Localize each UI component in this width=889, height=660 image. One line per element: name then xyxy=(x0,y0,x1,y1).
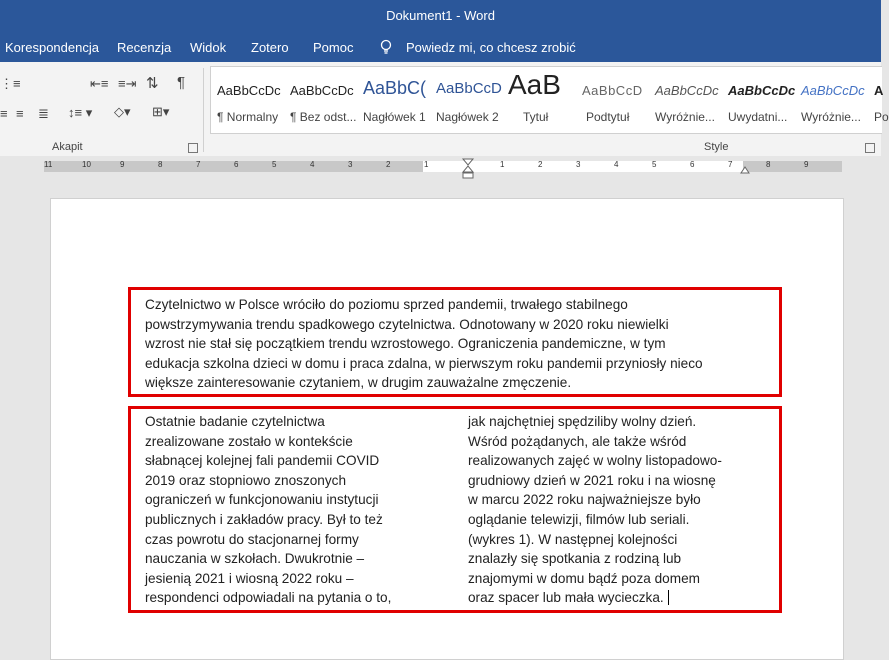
text-line: 2019 oraz stopniowo znoszonych xyxy=(145,472,347,488)
text-line: grudniowy dzień w 2021 roku i na wiosnę xyxy=(468,472,716,488)
style-naglowek-1[interactable] xyxy=(357,67,429,133)
numbering-list-icon[interactable]: ⋮≡ xyxy=(0,76,21,91)
group-separator xyxy=(203,68,204,152)
window-title: Dokument1 - Word xyxy=(386,8,495,23)
style-partial[interactable] xyxy=(868,67,889,133)
text-line: (wykres 1). W następnej kolejności xyxy=(468,531,678,547)
style-sample: AaBbCcD xyxy=(582,83,643,98)
style-name: ¶ Normalny xyxy=(217,110,279,124)
text-line: Ostatnie badanie czytelnictwa xyxy=(145,414,325,429)
text-line: słabnącej kolejnej fali pandemii COVID xyxy=(145,453,380,469)
style-name: Wyróżnie... xyxy=(655,110,715,124)
tab-korespondencja[interactable]: Korespondencja xyxy=(5,40,99,55)
text-line: publicznych i zakładów pracy. Był to też xyxy=(145,511,383,527)
style-normalny[interactable] xyxy=(211,67,283,133)
ruler-number: 8 xyxy=(766,160,771,169)
style-sample: AaBbCcDc xyxy=(290,83,354,98)
paragraph-intro[interactable] xyxy=(145,295,703,393)
text-line: większe zainteresowanie czytaniem, w drugim zauważalne zmęczenie. xyxy=(145,375,572,391)
shading-icon[interactable]: ◇▾ xyxy=(114,104,131,119)
decrease-indent-icon[interactable]: ⇤≡ xyxy=(90,76,109,91)
text-line: edukacja szkolna dzieci w domu i praca zdalna, w pierwszym roku pandemii przyniosły nieco xyxy=(145,355,703,371)
styles-group-label: Style xyxy=(704,141,729,153)
tab-recenzja[interactable]: Recenzja xyxy=(117,40,172,55)
ruler-number: 8 xyxy=(158,160,163,169)
align-center-icon[interactable]: ≡ xyxy=(0,106,8,121)
ribbon-tabs xyxy=(0,34,881,62)
align-right-icon[interactable]: ≡ xyxy=(16,106,24,121)
ruler-number: 2 xyxy=(386,160,391,169)
style-name: Podtytuł xyxy=(586,110,630,124)
style-sample: AaBbCcDc xyxy=(728,83,796,98)
text-line: czas powrotu do stacjonarnej formy xyxy=(145,531,359,547)
text-line: powstrzymywania trendu spadkowego czytelnictwa. Odnotowany w 2020 roku niewielki xyxy=(145,316,669,332)
pilcrow-icon[interactable]: ¶ xyxy=(177,74,186,91)
tab-pomoc[interactable]: Pomoc xyxy=(313,40,354,55)
ruler-number: 11 xyxy=(44,160,53,169)
ruler-number: 10 xyxy=(82,160,91,169)
justify-icon[interactable]: ≣ xyxy=(38,106,49,121)
style-tytul[interactable] xyxy=(503,67,575,133)
ruler-number: 9 xyxy=(804,160,809,169)
ruler-number: 7 xyxy=(728,160,733,169)
tell-me-search[interactable]: Powiedz mi, co chcesz zrobić xyxy=(406,40,576,55)
right-indent-marker-icon[interactable] xyxy=(740,164,750,174)
tab-zotero[interactable]: Zotero xyxy=(251,40,289,55)
style-name: Nagłówek 1 xyxy=(363,110,426,124)
text-line: zrealizowane zostało w kontekście xyxy=(145,433,353,449)
style-name: Wyróżnie... xyxy=(801,110,861,124)
column-left[interactable] xyxy=(145,412,391,608)
text-line: wzrost nie stał się początkiem trendu wzrostowego. Ograniczenia pandemiczne, w tym xyxy=(145,336,666,352)
style-bez-odstepow[interactable] xyxy=(284,67,356,133)
style-sample: AaBbC( xyxy=(363,78,427,98)
style-name: Tytuł xyxy=(523,110,549,124)
style-name: Uwydatni... xyxy=(728,110,788,124)
style-name: ¶ Bez odst... xyxy=(290,110,357,124)
ruler-number: 7 xyxy=(196,160,201,169)
text-line: w marcu 2022 roku najważniejsze było xyxy=(468,492,701,508)
style-sample: AaBbCcD xyxy=(436,80,502,97)
column-right[interactable] xyxy=(468,412,722,608)
style-uwydatnienie[interactable] xyxy=(722,67,794,133)
text-line: znajomymi w domu bądź poza domem xyxy=(468,570,700,586)
lightbulb-icon[interactable] xyxy=(380,39,392,55)
text-line: Wśród pożądanych, ale także wśród xyxy=(468,433,687,449)
text-line: oglądanie telewizji, filmów lub seriali. xyxy=(468,511,690,527)
style-sample: AaBbCcDc xyxy=(801,83,865,98)
ruler-number: 1 xyxy=(424,160,429,169)
styles-gallery xyxy=(210,66,889,134)
style-name: Po xyxy=(874,110,889,124)
increase-indent-icon[interactable]: ≡⇥ xyxy=(118,76,137,91)
text-line: nauczania w szkołach. Dwukrotnie – xyxy=(145,551,365,567)
ruler-number: 6 xyxy=(234,160,239,169)
sort-icon[interactable]: ⇅ xyxy=(146,75,159,92)
ruler-number: 4 xyxy=(614,160,619,169)
style-podtytul[interactable] xyxy=(576,67,648,133)
ribbon xyxy=(0,62,889,157)
ruler-number: 3 xyxy=(348,160,353,169)
styles-dialog-launcher-icon[interactable] xyxy=(865,143,875,153)
ruler-number: 2 xyxy=(538,160,543,169)
ruler-number: 5 xyxy=(652,160,657,169)
style-naglowek-2[interactable] xyxy=(430,67,502,133)
ruler-number: 6 xyxy=(690,160,695,169)
text-line: realizowanych zajęć w wolny listopadowo- xyxy=(468,453,722,469)
text-cursor xyxy=(668,590,669,605)
style-wyroznienie-intensywne[interactable] xyxy=(795,67,867,133)
ruler-number: 1 xyxy=(500,160,505,169)
text-line: jesienią 2021 i wiosną 2022 roku – xyxy=(145,570,354,586)
ruler-number: 5 xyxy=(272,160,277,169)
text-line: znalazły się spotkania z rodziną lub xyxy=(468,551,682,567)
style-sample: A xyxy=(874,83,884,98)
style-sample: AaBbCcDc xyxy=(655,83,719,98)
text-line: Czytelnictwo w Polsce wróciło do poziomu sprzed pandemii, trwałego stabilnego xyxy=(145,297,628,312)
style-sample: AaB xyxy=(508,69,561,100)
ruler-number: 9 xyxy=(120,160,125,169)
text-line: oraz spacer lub mała wycieczka. xyxy=(468,590,664,606)
paragraph-dialog-launcher-icon[interactable] xyxy=(188,143,198,153)
title-bar xyxy=(0,0,881,34)
borders-icon[interactable]: ⊞▾ xyxy=(152,104,170,119)
indent-marker-icon[interactable] xyxy=(462,158,474,180)
tab-widok[interactable]: Widok xyxy=(190,40,227,55)
text-line: jak najchętniej spędziliby wolny dzień. xyxy=(468,414,697,429)
text-line: ograniczeń w funkcjonowaniu instytucji xyxy=(145,492,379,508)
style-sample: AaBbCcDc xyxy=(217,83,281,98)
ruler-number: 4 xyxy=(310,160,315,169)
text-line: respondenci odpowiadali na pytania o to, xyxy=(145,590,392,606)
line-spacing-icon[interactable]: ↕≡ ▾ xyxy=(68,105,93,120)
ruler-number: 3 xyxy=(576,160,581,169)
style-wyroznienie-delikatne[interactable] xyxy=(649,67,721,133)
style-name: Nagłówek 2 xyxy=(436,110,499,124)
paragraph-group-label: Akapit xyxy=(52,141,83,153)
paragraph-group xyxy=(0,62,200,156)
